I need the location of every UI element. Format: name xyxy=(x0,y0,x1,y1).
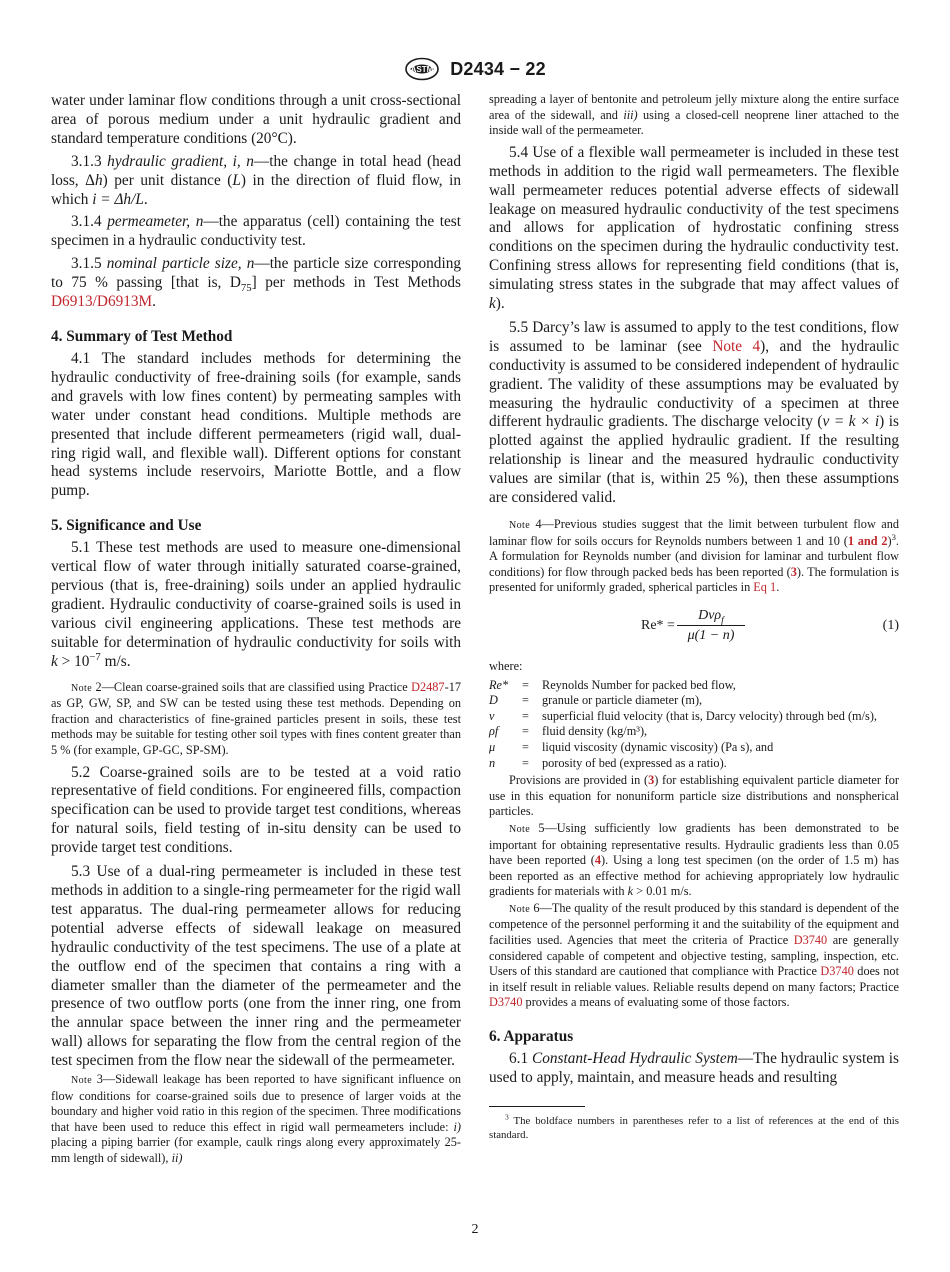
paragraph-continuation: water under laminar flow conditions through a unit cross-sectional area of porous medium under a unit hydraulic gradient and standard temperature conditions (20°C). xyxy=(51,92,461,147)
term: nominal particle size, n xyxy=(106,255,255,273)
ref-link-3[interactable]: 3 xyxy=(648,773,655,788)
svg-text:ASTM: ASTM xyxy=(410,65,434,74)
note-4: Note 4—Previous studies suggest that the limit between turbulent flow and laminar flow for soils occurs for Reynolds numbers between 1 and 10 (1 and 2)$^3$. A formulation for Reynolds number (and division for laminar and turbulent flow conditions) for flow through packed beds has been reported (3). The formulation is presented for uniformly graded, spherical particles in Eq 1. xyxy=(489,517,899,595)
page-header xyxy=(0,57,950,81)
right-column xyxy=(489,92,899,1142)
footnote-divider xyxy=(489,1106,585,1107)
paragraph-5-3: 5.3 Use of a dual-ring permeameter is included in these test methods in addition to a single-ring permeameter for the rigid wall test apparatus. The dual-ring permeameter allows for reducing potential adverse effects of sidewall leakage on measured hydraulic conductivity of the test specimens. The use of a plate at the outflow end of the specimen that contains a ring with a diameter smaller than the diameter of the permeameter and the presence of two outflow ports (one from the inner ring, one from the annular space between the inner ring and the permeameter wall) allows for separating the flow from the central region of the test specimen from the flow near the sidewall of the permeameter. xyxy=(51,863,461,1070)
note-5: Note 5—Using sufficiently low gradients has been demonstrated to be important for obtaining representative results. Hydraulic gradients less than 0.05 have been reported (4). Using a long test specimen (on the order of 1.5 m) has been reported as an effective method for achieving appropriately low hydraulic gradients for materials with k > 0.01 m/s. xyxy=(489,820,899,899)
equation-fraction: Dvρ$_f$ μ(1 − n) xyxy=(677,607,745,644)
definition-3-1-5: 3.1.5 nominal particle size, n—the particle size corresponding to 75 % passing [that is, $D_{75}$] per methods in Test Methods D6913/D6913M. xyxy=(51,255,462,311)
document-id: D2434 − 22 xyxy=(450,58,546,79)
astm-logo-icon xyxy=(404,57,440,81)
page-number: 2 xyxy=(471,1222,479,1237)
equation-1 xyxy=(489,607,899,647)
ref-link-d3740[interactable]: D3740 xyxy=(489,995,523,1010)
term: Constant-Head Hydraulic System xyxy=(532,1050,738,1068)
ref-link-3[interactable]: 3 xyxy=(790,564,797,579)
equation-lhs: Re* = xyxy=(641,617,675,633)
variable-row: v = superficial fluid velocity (that is, Darcy velocity) through bed (m/s), xyxy=(489,708,877,723)
note-3: Note 3—Sidewall leakage has been reported to have significant influence on flow conditions for coarse-grained soils due to presence of larger voids at the boundary and higher void ratio in this region of the specimen. Three modifications that have been used to reduce this effect in rigid wall permeameters include: i) placing a piping barrier (for example, caulk rings along every approximately 25-mm length of sidewall), ii) xyxy=(51,1072,461,1165)
paragraph-5-2: 5.2 Coarse-grained soils are to be tested at a void ratio representative of field conditions. For engineered fills, compaction specification can be used to provide target test conditions, whereas for natural soils, field testing of in-situ density can be used to provide target test conditions. xyxy=(51,763,461,857)
variable-row: n = porosity of bed (expressed as a ratio). xyxy=(489,755,727,770)
term: hydraulic gradient, i, n xyxy=(107,152,254,170)
ref-link-eq-1[interactable]: Eq 1 xyxy=(753,580,777,595)
note-6: Note 6—The quality of the result produced by this standard is dependent of the competence of the personnel performing it and the suitability of the equipment and facilities used. Agencies that meet the criteria of Practice D3740 are generally considered capable of competent and objective testing, sampling, inspection, etc. Users of this standard are cautioned that compliance with Practice D3740 does not in itself result in reliable values. Reliable results depend on many factors; Practice D3740 provides a means of evaluating some of those factors. xyxy=(489,900,899,1010)
ref-link-d6913[interactable]: D6913/D6913M xyxy=(51,293,153,311)
paragraph-5-5: 5.5 Darcy’s law is assumed to apply to the test conditions, flow is assumed to be laminar (see Note 4), and the hydraulic conductivity is assumed to be considered independent of hydraulic gradient. The validity of these assumptions may be evaluated by measuring the hydraulic conductivity of a specimen at three different hydraulic gradients. The discharge velocity (v = k × i) is plotted against the applied hydraulic gradient. If the resulting relationship is linear and the measured hydraulic conductivity values are similar (that is, within 25 %), then these assumptions are considered valid. xyxy=(489,318,899,507)
section-heading-6: 6. Apparatus xyxy=(489,1028,574,1046)
term: permeameter, n xyxy=(107,213,204,231)
paragraph-4-1: 4.1 The standard includes methods for determining the hydraulic conductivity of free-draining soils (for example, sands and gravels with low fines content) by permeating samples with water under constant head conditions. Multiple methods are presented that include different permeameters (rigid wall, dual-ring rigid wall, and flexible wall). Different options for constant head systems include reservoirs, Mariotte Bottle, and a flow pump. xyxy=(51,349,461,500)
paragraph-6-1: 6.1 Constant-Head Hydraulic System—The hydraulic system is used to apply, maintain, and measure heads and resulting xyxy=(489,1050,899,1086)
footnote-mark: 3 xyxy=(891,531,896,542)
footnote-3: $^3$ The boldface numbers in parentheses refer to a list of references at the end of this standard. xyxy=(489,1112,899,1141)
ref-link-d3740[interactable]: D3740 xyxy=(793,933,828,948)
equation-number: (1) xyxy=(882,617,899,633)
where-label: where: xyxy=(489,658,523,673)
note-3-continuation: spreading a layer of bentonite and petroleum jelly mixture along the entire surface area of the sidewall, and iii) using a closed-cell neoprene liner attached to the inside wall of the permeameter. xyxy=(489,92,899,138)
section-heading-5: 5. Significance and Use xyxy=(51,517,202,535)
ref-link-note-4[interactable]: Note 4 xyxy=(712,337,761,355)
variable-row: D = granule or particle diameter (m), xyxy=(489,693,703,708)
definition-3-1-3: 3.1.3 hydraulic gradient, i, n—the change in total head (head loss, Δh) per unit distance (L) in the direction of fluid flow, in which i = Δh/L. xyxy=(51,152,461,208)
definition-3-1-4: 3.1.4 permeameter, n—the apparatus (cell) containing the test specimen in a hydraulic conductivity test. xyxy=(51,213,461,250)
ref-link-d2487[interactable]: D2487 xyxy=(411,679,445,694)
left-column xyxy=(51,92,461,1167)
section-heading-4: 4. Summary of Test Method xyxy=(51,327,233,345)
variable-row: μ = liquid viscosity (dynamic viscosity) (Pa s), and xyxy=(489,739,774,754)
provisions-paragraph: Provisions are provided in (3) for establishing equivalent particle diameter for use in this equation for nonuniform particle size distributions and nonspherical particles. xyxy=(489,773,899,819)
variable-definitions xyxy=(489,678,899,772)
ref-link-4[interactable]: 4 xyxy=(594,853,602,868)
variable-row: Re* = Reynolds Number for packed bed flow, xyxy=(489,677,736,692)
paragraph-5-1: 5.1 These test methods are used to measure one-dimensional vertical flow of water through initially saturated coarse-grained, pervious (that is, free-draining) soils under an applied hydraulic gradient. Hydraulic conductivity of coarse-grained soils is used in various civil engineering applications. These test methods are suitable for determination of hydraulic conductivity for soils with $k > 10^{-7}$ m/s. xyxy=(51,539,461,670)
variable-row: ρf = fluid density (kg/m³), xyxy=(489,724,648,739)
note-2: Note 2—Clean coarse-grained soils that are classified using Practice D2487-17 as GP, GW, SP, and SW can be tested using these test methods. Depending on fraction and characteristics of fine-grained particles present in soils, these test methods may be suitable for testing other soil types with fines content greater than 5 % (for example, GP-GC, SP-SM). xyxy=(51,679,461,757)
paragraph-5-4: 5.4 Use of a flexible wall permeameter is included in these test methods in addition to the rigid wall permeameters. The flexible wall permeameter reduces potential adverse effects of sidewall leakage on measured hydraulic conductivity of the test specimens and allows for application of hydrostatic confining stress conditions on the specimen during the hydraulic conductivity test. Confining stress allows for representing field conditions (that is, simulating stress states in the subgrade that may affect values of k). xyxy=(489,143,899,313)
ref-link-1-and-2[interactable]: 1 and 2 xyxy=(847,533,888,548)
ref-link-d3740[interactable]: D3740 xyxy=(820,964,854,979)
